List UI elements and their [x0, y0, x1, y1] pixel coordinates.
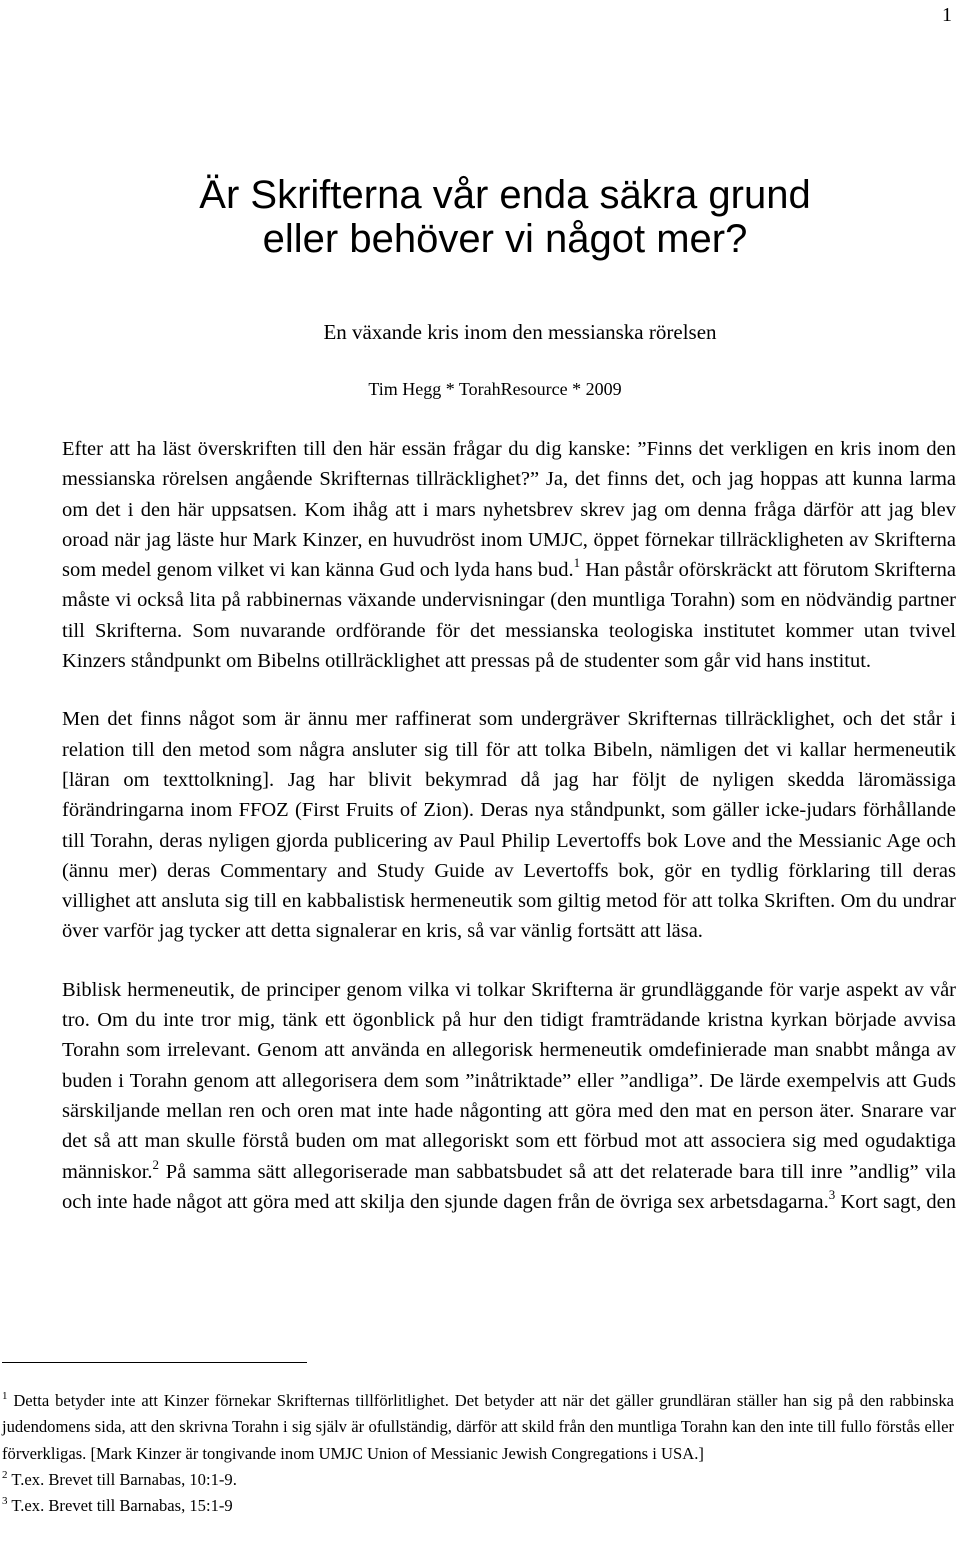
paragraph-2: Men det finns något som är ännu mer raffinerat som undergräver Skrifternas tillräcklighet, och det står i relation till den metod som några ansluter sig till för att tolka Bibeln, nämligen det vi kallar hermeneutik [läran om texttolkning]. Jag har blivit bekymrad då jag har följt de nyligen skedda läromässiga förändringarna inom FFOZ (First Fruits of Zion). Deras nya ståndpunkt, som gäller icke-judars förhållande till Torahn, deras nyligen gjorda publicering av Paul Philip Levertoffs bok Love and the Messianic Age och (ännu mer) deras Commentary and Study Guide av Levertoffs bok, gör en tydlig förklaring till deras villighet att ansluta sig till en kabbalistisk hermeneutik som giltig metod för att tolka Skriften. Om du undrar över varför jag tycker att detta signalerar en kris, så var vänlig fortsätt att läsa. — [62, 708, 956, 943]
document-subtitle: En växande kris inom den messianska rörelsen — [323, 320, 717, 344]
footnotes — [2, 1388, 954, 1519]
page-number: 1 — [942, 4, 952, 26]
footnote-ref-1[interactable]: 1 — [573, 555, 581, 571]
footnote-divider — [2, 1362, 307, 1363]
footnote-1: $^1$ Detta betyder inte att Kinzer förnekar Skrifternas tillförlitlighet. Det betyder att när det gäller grundläran ställer han sig på den rabbinska judendomens sida, att den skrivna Torahn i sig själv är ofullständig, därför att skild från den muntliga Torahn kan den inte till fullo förstås eller förverkligas. [Mark Kinzer är tongivande inom UMJC Union of Messianic Jewish Congregations i USA.] — [2, 1390, 954, 1463]
paragraph-3: Biblisk hermeneutik, de principer genom vilka vi tolkar Skrifterna är grundläggande för varje aspekt av vår tro. Om du inte tror mig, tänk ett ögonblick på hur den tidigt framträdande kristna kyrkan började avvisa Torahn som irrelevant. Genom att använda en allegorisk hermeneutik omdefinierade man snabbt många av buden i Torahn genom att allegorisera dem som ”inåtriktade” eller ”andliga”. De lärde exempelvis att Guds särskiljande mellan ren och oren mat inte hade någonting att göra med den mat en person äter. Snarare var det så att man skulle förstå buden om mat allegoriskt som ett förbud mot att associera sig med ogudaktiga människor.$^2$ På samma sätt allegoriserade man sabbatsbudet så att det relaterade bara till inre ”andlig” vila och inte hade något att göra med att skilja den sjunde dagen från de övriga sex arbetsdagarna.$^3$ Kort sagt, den — [62, 978, 956, 1213]
footnote-ref-3[interactable]: 3 — [828, 1186, 836, 1202]
author-byline: Tim Hegg * TorahResource * 2009 — [368, 379, 622, 399]
body-text — [62, 434, 956, 1245]
footnote-2: $^2$ T.ex. Brevet till Barnabas, 10:1-9. — [2, 1468, 237, 1489]
footnote-ref-2[interactable]: 2 — [152, 1156, 160, 1172]
footnote-3: $^3$ T.ex. Brevet till Barnabas, 15:1-9 — [2, 1495, 233, 1516]
paragraph-1: Efter att ha läst överskriften till den här essän frågar du dig kanske: ”Finns det verkligen en kris inom den messianska rörelsen angående Skrifternas tillräcklighet?” Ja, det finns det, och jag hoppas att kunna larma om det i den här uppsatsen. Kom ihåg att i mars nyhetsbrev skrev jag om denna fråga därför att jag blev oroad när jag läste hur Mark Kinzer, en huvudröst inom UMJC, öppet förnekar tillräckligheten av Skrifterna som medel genom vilket vi kan känna Gud och lyda hans bud.$^1$ Han påstår oförskräckt att förutom Skrifterna måste vi också lita på rabbinernas växande undervisningar (den muntliga Torahn) som en nödvändig partner till Skrifterna. Som nuvarande ordförande för det messianska teologiska institutet kommer utan tvivel Kinzers ståndpunkt om Bibelns otillräcklighet att pressas på de studenter som går vid hans institut. — [62, 438, 956, 673]
title-line-2: eller behöver vi något mer? — [262, 217, 748, 261]
document-title — [0, 173, 960, 261]
title-line-1: Är Skrifterna vår enda säkra grund — [199, 173, 811, 217]
